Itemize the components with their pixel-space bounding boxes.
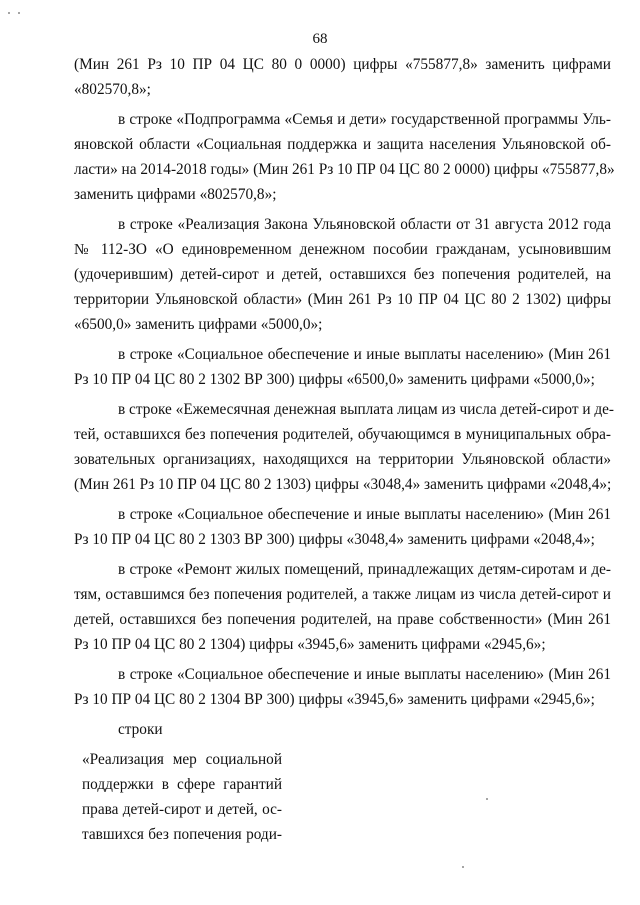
text-line: зовательных организациях, находящихся на территории Ульяновской области»: [74, 451, 611, 468]
text-line: (удочерившим) детей-сирот и детей, оставшихся без попечения родителей, на: [74, 266, 611, 283]
text-line: «802570,8»;: [74, 81, 151, 98]
text-line: «6500,0» заменить цифрами «5000,0»;: [74, 316, 323, 333]
text-line: яновской области «Социальная поддержка и защита населения Ульяновской об-: [74, 136, 611, 153]
table-cell-line: права детей-сирот и детей, ос-: [82, 801, 282, 818]
text-line: в строке «Ежемесячная денежная выплата лицам из числа детей-сирот и де-: [118, 401, 615, 418]
table-cell-line: поддержки в сфере гарантий: [82, 776, 282, 793]
text-line: ласти» на 2014-2018 годы» (Мин 261 Рз 10 ПР 04 ЦС 80 2 0000) цифры «755877,8»: [74, 161, 615, 178]
scan-speck: [462, 866, 464, 868]
text-line: (Мин 261 Рз 10 ПР 04 ЦС 80 0 0000) цифры «755877,8» заменить цифрами: [74, 56, 611, 73]
table-cell-line: «Реализация мер социальной: [82, 751, 282, 768]
table-cell-line: тавшихся без попечения роди-: [82, 826, 282, 843]
text-line: в строке «Социальное обеспечение и иные выплаты населению» (Мин 261: [118, 666, 611, 683]
text-line: Рз 10 ПР 04 ЦС 80 2 1303 ВР 300) цифры «3048,4» заменить цифрами «2048,4»;: [74, 531, 595, 548]
page-number: 68: [312, 31, 328, 47]
scan-speck: [8, 12, 10, 14]
text-line: территории Ульяновской области» (Мин 261 Рз 10 ПР 04 ЦС 80 2 1302) цифры: [74, 291, 611, 308]
text-line: Рз 10 ПР 04 ЦС 80 2 1304) цифры «3945,6» заменить цифрами «2945,6»;: [74, 636, 546, 653]
text-line: в строке «Реализация Закона Ульяновской области от 31 августа 2012 года: [118, 216, 611, 233]
text-line: Рз 10 ПР 04 ЦС 80 2 1302 ВР 300) цифры «6500,0» заменить цифрами «5000,0»;: [74, 371, 595, 388]
text-line: детей, оставшихся без попечения родителей, на праве собственности» (Мин 261: [74, 611, 611, 628]
scan-speck: [486, 798, 488, 800]
text-line: в строке «Ремонт жилых помещений, принадлежащих детям-сиротам и де-: [118, 561, 611, 578]
text-line: строки: [118, 721, 163, 738]
text-line: тям, оставшимся без попечения родителей, а также лицам из числа детей-сирот и: [74, 586, 611, 603]
text-line: заменить цифрами «802570,8»;: [74, 186, 277, 203]
scan-speck: [18, 12, 20, 14]
text-line: в строке «Подпрограмма «Семья и дети» государственной программы Уль-: [118, 111, 611, 128]
text-line: тей, оставшихся без попечения родителей, обучающимся в муниципальных обра-: [74, 426, 611, 443]
text-line: в строке «Социальное обеспечение и иные выплаты населению» (Мин 261: [118, 506, 611, 523]
text-line: в строке «Социальное обеспечение и иные выплаты населению» (Мин 261: [118, 346, 611, 363]
text-line: № 112-ЗО «О единовременном денежном пособии гражданам, усыновившим: [74, 241, 611, 258]
text-line: Рз 10 ПР 04 ЦС 80 2 1304 ВР 300) цифры «3945,6» заменить цифрами «2945,6»;: [74, 691, 595, 708]
text-line: (Мин 261 Рз 10 ПР 04 ЦС 80 2 1303) цифры «3048,4» заменить цифрами «2048,4»;: [74, 476, 612, 493]
